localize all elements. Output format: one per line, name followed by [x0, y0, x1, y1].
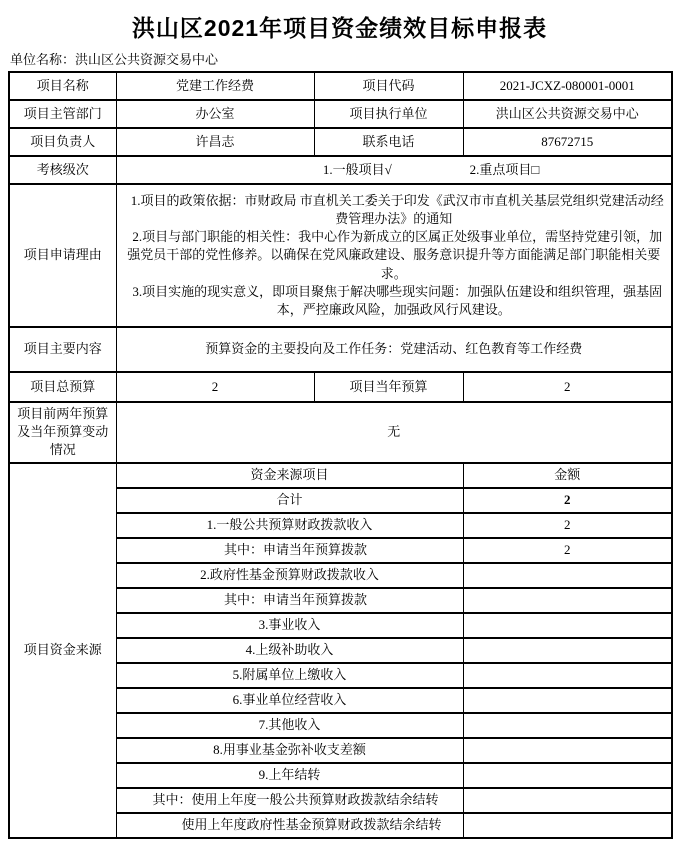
funding-item-current-year-appropriation-2: 其中：申请当年预算拨款	[116, 588, 463, 613]
table-row	[9, 327, 672, 372]
funding-amount	[463, 713, 672, 738]
project-code-label: 项目代码	[314, 72, 463, 100]
key-project-unchecked-option: 2.重点项目□	[469, 161, 540, 177]
total-budget-value: 2	[116, 372, 314, 402]
funding-amount	[463, 563, 672, 588]
page-title: 洪山区2021年项目资金绩效目标申报表	[131, 15, 548, 41]
contact-phone-label: 联系电话	[314, 128, 463, 156]
table-row	[9, 184, 672, 327]
previous-budget-change-value: 无	[116, 402, 672, 463]
funding-amount	[463, 613, 672, 638]
funding-item-other-income: 7.其他收入	[116, 713, 463, 738]
funding-amount	[463, 763, 672, 788]
current-year-budget-label: 项目当年预算	[314, 372, 463, 402]
reason-line-relevance: 2.项目与部门职能的相关性：我中心作为新成立的区属正处级事业单位，需坚持党建引领，加强党员干部的党性修养。以确保在党风廉政建设、服务意识提升等方面能满足部门职能相关要求。	[127, 229, 663, 281]
funding-item-general-public-budget: 1.一般公共预算财政拨款收入	[116, 513, 463, 538]
application-reason-label: 项目申请理由	[9, 184, 116, 327]
table-row	[9, 402, 672, 463]
funding-item-total: 合计	[116, 488, 463, 513]
table-row	[9, 156, 672, 184]
main-content-label: 项目主要内容	[9, 327, 116, 372]
funding-item-carryover-government-fund: 使用上年度政府性基金预算财政拨款结余结转	[116, 813, 463, 838]
funding-item-fund-deficit-coverage: 8.用事业基金弥补收支差额	[116, 738, 463, 763]
funding-amount	[463, 588, 672, 613]
funding-item-institutional-income: 3.事业收入	[116, 613, 463, 638]
funding-amount-header: 金额	[463, 463, 672, 488]
funding-amount: 2	[463, 538, 672, 563]
executing-unit-label: 项目执行单位	[314, 100, 463, 128]
project-leader-value: 许昌志	[116, 128, 314, 156]
assessment-level-options	[116, 156, 672, 184]
reason-line-policy-basis: 1.项目的政策依据：市财政局 市直机关工委关于印发《武汉市市直机关基层党组织党建活动经费管理办法》的通知	[130, 192, 664, 227]
declaration-form-table	[8, 71, 673, 839]
funding-item-business-operation-income: 6.事业单位经营收入	[116, 688, 463, 713]
reason-line-practical-significance: 3.项目实施的现实意义，即项目聚焦于解决哪些现实问题：加强队伍建设和组织管理，强基固本，严控廉政风险，加强政风行风建设。	[132, 283, 663, 317]
table-row	[9, 100, 672, 128]
supervisor-dept-value: 办公室	[116, 100, 314, 128]
funding-item-carryover-last-year: 9.上年结转	[116, 763, 463, 788]
funding-item-superior-subsidy-income: 4.上级补助收入	[116, 638, 463, 663]
general-project-checked-option: 1.一般项目√	[322, 161, 392, 177]
funding-amount	[463, 688, 672, 713]
funding-item-government-fund-budget: 2.政府性基金预算财政拨款收入	[116, 563, 463, 588]
funding-amount	[463, 813, 672, 838]
funding-source-label: 项目资金来源	[9, 463, 116, 838]
executing-unit-value: 洪山区公共资源交易中心	[463, 100, 672, 128]
funding-item-affiliated-unit-income: 5.附属单位上缴收入	[116, 663, 463, 688]
contact-phone-value: 87672715	[463, 128, 672, 156]
project-code-value: 2021-JCXZ-080001-0001	[463, 72, 672, 100]
project-leader-label: 项目负责人	[9, 128, 116, 156]
funding-item-header: 资金来源项目	[116, 463, 463, 488]
project-name-label: 项目名称	[9, 72, 116, 100]
table-row	[9, 72, 672, 100]
supervisor-dept-label: 项目主管部门	[9, 100, 116, 128]
total-budget-label: 项目总预算	[9, 372, 116, 402]
funding-item-carryover-general-public: 其中：使用上年度一般公共预算财政拨款结余结转	[116, 788, 463, 813]
project-name-value: 党建工作经费	[116, 72, 314, 100]
previous-budget-change-label: 项目前两年预算及当年预算变动情况	[9, 402, 116, 463]
table-row	[9, 372, 672, 402]
funding-item-current-year-appropriation: 其中：申请当年预算拨款	[116, 538, 463, 563]
table-row	[9, 128, 672, 156]
funding-amount: 2	[463, 513, 672, 538]
unit-name-line: 单位名称：洪山区公共资源交易中心	[10, 52, 219, 67]
funding-header-row	[9, 463, 672, 488]
funding-amount	[463, 663, 672, 688]
assessment-level-label: 考核级次	[9, 156, 116, 184]
main-content-value: 预算资金的主要投向及工作任务：党建活动、红色教育等工作经费	[116, 327, 672, 372]
funding-amount	[463, 738, 672, 763]
funding-amount-total: 2	[463, 488, 672, 513]
funding-amount	[463, 788, 672, 813]
application-reason-text	[116, 184, 672, 327]
current-year-budget-value: 2	[463, 372, 672, 402]
funding-amount	[463, 638, 672, 663]
